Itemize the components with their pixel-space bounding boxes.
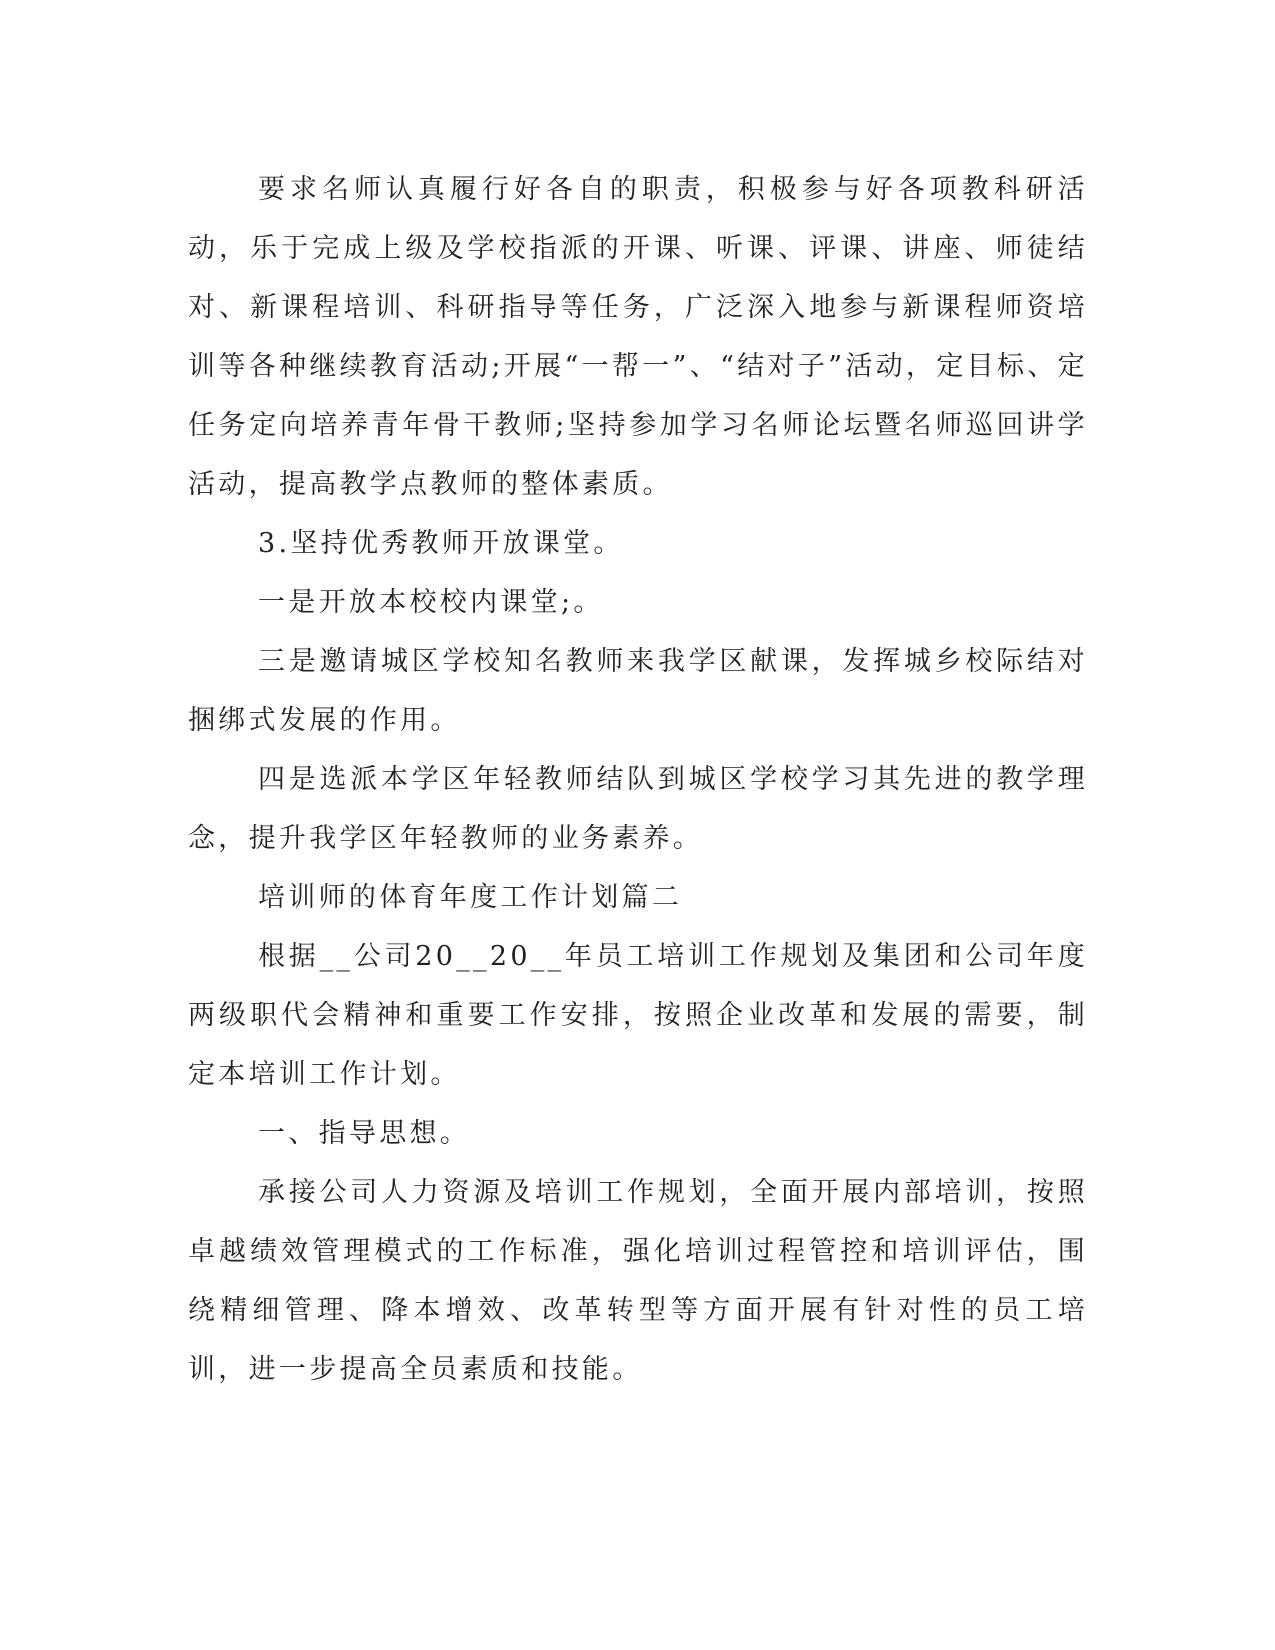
section-title-part-two: 培训师的体育年度工作计划篇二 xyxy=(258,882,683,913)
paragraph-point-four: 四是选派本学区年轻教师结队到城区学校学习其先进的教学理念，提升我学区年轻教师的业务素养。 xyxy=(188,764,1088,854)
paragraph-open-classroom-heading: 3.坚持优秀教师开放课堂。 xyxy=(258,528,624,559)
paragraph-point-three: 三是邀请城区学校知名教师来我学区献课，发挥城乡校际结对捆绑式发展的作用。 xyxy=(188,646,1088,736)
section-heading-guiding-ideology: 一、指导思想。 xyxy=(258,1118,471,1149)
paragraph-point-one: 一是开放本校校内课堂;。 xyxy=(258,587,604,618)
paragraph-duties: 要求名师认真履行好各自的职责，积极参与好各项教科研活动，乐于完成上级及学校指派的开课、听课、评课、讲座、师徒结对、新课程培训、科研指导等任务，广泛深入地参与新课程师资培训等各种继续教育活动;开展“一帮一”、“结对子”活动，定目标、定任务定向培养青年骨干教师;坚持参加学习名师论坛暨名师巡回讲学活动，提高教学点教师的整体素质。 xyxy=(188,174,1088,500)
paragraph-guiding-ideology: 承接公司人力资源及培训工作规划，全面开展内部培训，按照卓越绩效管理模式的工作标准，强化培训过程管控和培训评估，围绕精细管理、降本增效、改革转型等方面开展有针对性的员工培训，进一步提高全员素质和技能。 xyxy=(188,1177,1088,1385)
document-body xyxy=(188,160,1088,1399)
paragraph-basis: 根据__公司20__20__年员工培训工作规划及集团和公司年度两级职代会精神和重要工作安排，按照企业改革和发展的需要，制定本培训工作计划。 xyxy=(188,941,1088,1090)
